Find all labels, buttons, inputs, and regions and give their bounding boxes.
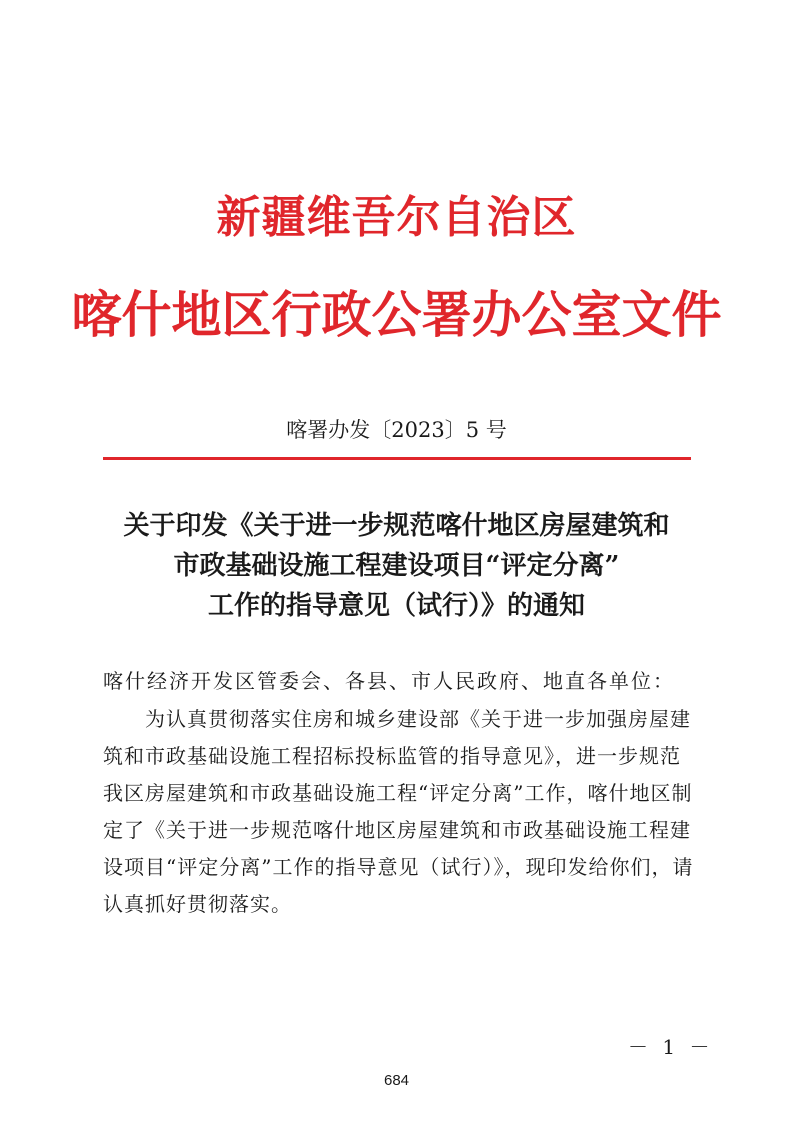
body-line: 我区房屋建筑和市政基础设施工程“评定分离”工作，喀什地区制 xyxy=(103,781,693,805)
issuer-office-heading: 喀什地区行政公署办公室文件 xyxy=(71,285,722,344)
title-line: 关于印发《关于进一步规范喀什地区房屋建筑和 xyxy=(123,511,670,541)
body-line: 筑和市政基础设施工程招标投标监管的指导意见》，进一步规范 xyxy=(103,744,681,768)
body-line: 认真抓好贯彻落实。 xyxy=(103,892,292,916)
addressee-line: 喀什经济开发区管委会、各县、市人民政府、地直各单位： xyxy=(103,669,675,693)
red-separator-line xyxy=(103,457,691,460)
body-line: 设项目“评定分离”工作的指导意见（试行）》，现印发给你们，请 xyxy=(103,855,694,879)
footer-page-number: 684 xyxy=(383,1072,410,1089)
title-line: 市政基础设施工程建设项目“评定分离” xyxy=(173,551,620,581)
title-line: 工作的指导意见（试行）》的通知 xyxy=(207,591,585,621)
issuer-region-heading: 新疆维吾尔自治区 xyxy=(216,192,577,243)
document-number: 喀署办发〔2023〕5 号 xyxy=(286,418,507,442)
document-title xyxy=(95,506,698,626)
body-line: 为认真贯彻落实住房和城乡建设部《关于进一步加强房屋建 xyxy=(103,707,691,731)
body-paragraph xyxy=(103,701,693,923)
body-line: 定了《关于进一步规范喀什地区房屋建筑和市政基础设施工程建 xyxy=(103,818,691,842)
page-number-mark: － 1 － xyxy=(628,1035,714,1059)
